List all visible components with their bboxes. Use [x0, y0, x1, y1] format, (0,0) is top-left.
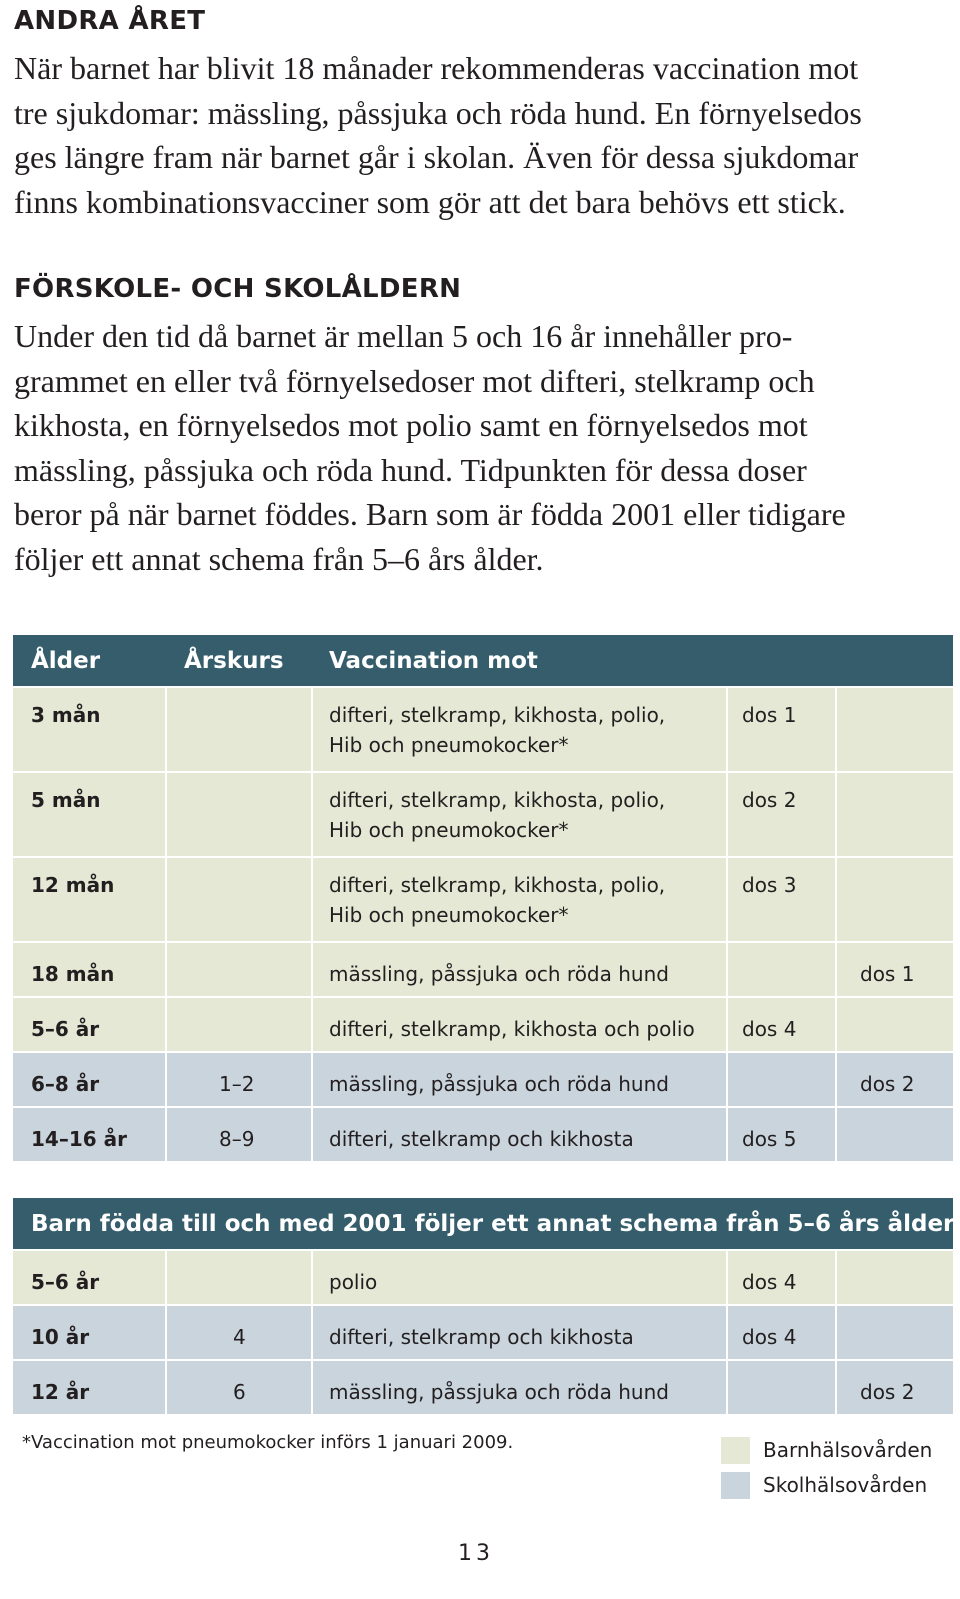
dose-cell	[837, 858, 953, 941]
section-paragraph-andra-aret	[14, 46, 954, 224]
vaccination-cell	[313, 1251, 726, 1304]
age-text: 5–6 år	[31, 1270, 100, 1294]
age-text: 12 år	[31, 1380, 90, 1404]
dose-text: dos 5	[742, 1127, 797, 1151]
column-divider	[165, 1306, 167, 1359]
dose-text: dos 4	[742, 1017, 797, 1041]
column-divider	[835, 858, 837, 941]
column-divider	[311, 998, 313, 1051]
vaccination-text: polio	[329, 1270, 378, 1294]
vaccination-text	[329, 870, 665, 930]
dose-cell	[837, 1108, 953, 1161]
column-divider	[726, 858, 728, 941]
age-text: 14–16 år	[31, 1127, 127, 1151]
dose-cell	[837, 1361, 953, 1414]
table-row	[13, 998, 953, 1051]
dose-text: dos 2	[860, 1072, 915, 1096]
column-divider	[726, 1306, 728, 1359]
dose-cell	[837, 1306, 953, 1359]
column-divider	[726, 1053, 728, 1106]
column-divider	[835, 773, 837, 856]
vaccination-cell	[313, 773, 726, 856]
vaccination-line: difteri, stelkramp, kikhosta, polio,	[329, 873, 666, 897]
age-cell	[13, 1108, 165, 1161]
vaccination-text: mässling, påssjuka och röda hund	[329, 1380, 669, 1404]
age-cell	[13, 998, 165, 1051]
dose-cell	[837, 1053, 953, 1106]
column-divider	[311, 943, 313, 996]
legend-swatch	[721, 1437, 750, 1464]
column-divider	[835, 943, 837, 996]
dose-cell	[728, 943, 835, 996]
legend-label: Skolhälsovården	[763, 1473, 928, 1497]
age-cell	[13, 943, 165, 996]
alternate-schedule-header: Barn födda till och med 2001 följer ett annat schema från 5–6 års ålder	[31, 1211, 955, 1237]
column-divider	[726, 1108, 728, 1161]
dose-text: dos 3	[742, 873, 797, 897]
grade-text: 6	[233, 1380, 246, 1404]
age-cell	[13, 1361, 165, 1414]
dose-text: dos 4	[742, 1270, 797, 1294]
column-divider	[165, 1251, 167, 1304]
vaccination-schedule-table	[13, 635, 953, 1161]
footnote: *Vaccination mot pneumokocker införs 1 januari 2009.	[22, 1432, 514, 1453]
table-row	[13, 1306, 953, 1359]
column-divider	[165, 1053, 167, 1106]
column-divider	[165, 943, 167, 996]
column-divider	[726, 688, 728, 771]
vaccination-text: difteri, stelkramp, kikhosta och polio	[329, 1017, 695, 1041]
column-divider	[311, 1361, 313, 1414]
paragraph-line: grammet en eller två förnyelsedoser mot difteri, stelkramp och	[14, 362, 815, 399]
column-divider	[835, 1108, 837, 1161]
age-cell	[13, 1053, 165, 1106]
grade-cell	[167, 1361, 311, 1414]
dose-cell	[837, 998, 953, 1051]
paragraph-line: finns kombinationsvacciner som gör att det bara behövs ett stick.	[14, 183, 846, 220]
table-row	[13, 1053, 953, 1106]
header-grade: Årskurs	[184, 648, 284, 674]
column-divider	[311, 1053, 313, 1106]
vaccination-cell	[313, 1361, 726, 1414]
vaccination-cell	[313, 943, 726, 996]
grade-cell	[167, 858, 311, 941]
dose-text: dos 1	[860, 962, 915, 986]
dose-cell	[728, 773, 835, 856]
age-text: 3 mån	[31, 703, 101, 727]
dose-cell	[728, 688, 835, 771]
grade-text: 4	[233, 1325, 246, 1349]
vaccination-cell	[313, 1108, 726, 1161]
table-header	[13, 635, 953, 686]
dose-cell	[837, 688, 953, 771]
column-divider	[726, 943, 728, 996]
column-divider	[165, 1108, 167, 1161]
dose-text: dos 1	[742, 703, 797, 727]
dose-cell	[837, 1251, 953, 1304]
age-cell	[13, 1251, 165, 1304]
grade-cell	[167, 1108, 311, 1161]
grade-text: 1–2	[219, 1072, 255, 1096]
column-divider	[835, 1251, 837, 1304]
column-divider	[726, 998, 728, 1051]
vaccination-cell	[313, 858, 726, 941]
column-divider	[165, 688, 167, 771]
vaccination-line: Hib och pneumokocker*	[329, 733, 569, 757]
vaccination-line: difteri, stelkramp, kikhosta, polio,	[329, 788, 666, 812]
age-cell	[13, 773, 165, 856]
age-text: 10 år	[31, 1325, 90, 1349]
grade-cell	[167, 1306, 311, 1359]
paragraph-line: Under den tid då barnet är mellan 5 och 16 år innehåller pro-	[14, 318, 793, 354]
dose-cell	[728, 998, 835, 1051]
grade-cell	[167, 688, 311, 771]
age-cell	[13, 1306, 165, 1359]
table-header	[13, 1198, 953, 1249]
column-divider	[165, 858, 167, 941]
vaccination-cell	[313, 1306, 726, 1359]
header-age: Ålder	[31, 648, 101, 674]
vaccination-text	[329, 785, 665, 845]
dose-cell	[728, 858, 835, 941]
section-heading-andra-aret: ANDRA ÅRET	[14, 6, 206, 36]
table-row	[13, 1108, 953, 1161]
vaccination-text	[329, 700, 665, 760]
grade-cell	[167, 1251, 311, 1304]
table-row	[13, 773, 953, 856]
paragraph-line: När barnet har blivit 18 månader rekommenderas vaccination mot	[14, 50, 859, 86]
age-text: 6–8 år	[31, 1072, 100, 1096]
age-text: 5–6 år	[31, 1017, 100, 1041]
column-divider	[165, 1361, 167, 1414]
column-divider	[835, 1361, 837, 1414]
dose-cell	[728, 1361, 835, 1414]
paragraph-line: mässling, påssjuka och röda hund. Tidpunkten för dessa doser	[14, 451, 807, 488]
column-divider	[835, 1053, 837, 1106]
vaccination-text: mässling, påssjuka och röda hund	[329, 962, 669, 986]
table-row	[13, 1251, 953, 1304]
grade-cell	[167, 1053, 311, 1106]
column-divider	[311, 1306, 313, 1359]
paragraph-line: ges längre fram när barnet går i skolan. Även för dessa sjukdomar	[14, 139, 859, 175]
column-divider	[311, 1108, 313, 1161]
dose-text: dos 2	[742, 788, 797, 812]
column-divider	[726, 1361, 728, 1414]
table-row	[13, 943, 953, 996]
grade-cell	[167, 943, 311, 996]
table-row	[13, 688, 953, 771]
paragraph-line: kikhosta, en förnyelsedos mot polio samt en förnyelsedos mot	[14, 407, 808, 443]
paragraph-line: tre sjukdomar: mässling, påssjuka och röda hund. En förnyelsedos	[14, 94, 862, 131]
column-divider	[311, 858, 313, 941]
dose-cell	[837, 773, 953, 856]
legend-swatch	[721, 1472, 750, 1499]
dose-text: dos 2	[860, 1380, 915, 1404]
dose-cell	[728, 1306, 835, 1359]
grade-cell	[167, 773, 311, 856]
dose-text: dos 4	[742, 1325, 797, 1349]
header-vaccination: Vaccination mot	[329, 648, 538, 674]
column-divider	[165, 998, 167, 1051]
dose-cell	[837, 943, 953, 996]
table-row	[13, 1361, 953, 1414]
vaccination-cell	[313, 998, 726, 1051]
dose-cell	[728, 1053, 835, 1106]
table-row	[13, 858, 953, 941]
vaccination-text: difteri, stelkramp och kikhosta	[329, 1325, 634, 1349]
age-text: 5 mån	[31, 788, 101, 812]
legend-label: Barnhälsovården	[763, 1438, 933, 1462]
section-heading-forskole: FÖRSKOLE- OCH SKOLÅLDERN	[14, 274, 462, 304]
age-text: 12 mån	[31, 873, 115, 897]
column-divider	[835, 998, 837, 1051]
column-divider	[165, 773, 167, 856]
paragraph-line: beror på när barnet föddes. Barn som är födda 2001 eller tidigare	[14, 496, 846, 532]
dose-cell	[728, 1251, 835, 1304]
page-number: 13	[458, 1541, 494, 1566]
grade-text: 8–9	[219, 1127, 255, 1151]
vaccination-text: mässling, påssjuka och röda hund	[329, 1072, 669, 1096]
column-divider	[311, 1251, 313, 1304]
dose-cell	[728, 1108, 835, 1161]
vaccination-cell	[313, 688, 726, 771]
vaccination-line: Hib och pneumokocker*	[329, 903, 569, 927]
paragraph-line: följer ett annat schema från 5–6 års ålder.	[14, 540, 544, 577]
age-cell	[13, 858, 165, 941]
column-divider	[835, 688, 837, 771]
age-text: 18 mån	[31, 962, 115, 986]
vaccination-line: Hib och pneumokocker*	[329, 818, 569, 842]
column-divider	[726, 773, 728, 856]
column-divider	[311, 688, 313, 771]
vaccination-text: difteri, stelkramp och kikhosta	[329, 1127, 634, 1151]
vaccination-cell	[313, 1053, 726, 1106]
column-divider	[726, 1251, 728, 1304]
column-divider	[311, 773, 313, 856]
alternate-schedule-table	[13, 1198, 953, 1414]
vaccination-line: difteri, stelkramp, kikhosta, polio,	[329, 703, 666, 727]
section-paragraph-forskole	[14, 314, 954, 581]
grade-cell	[167, 998, 311, 1051]
age-cell	[13, 688, 165, 771]
column-divider	[835, 1306, 837, 1359]
